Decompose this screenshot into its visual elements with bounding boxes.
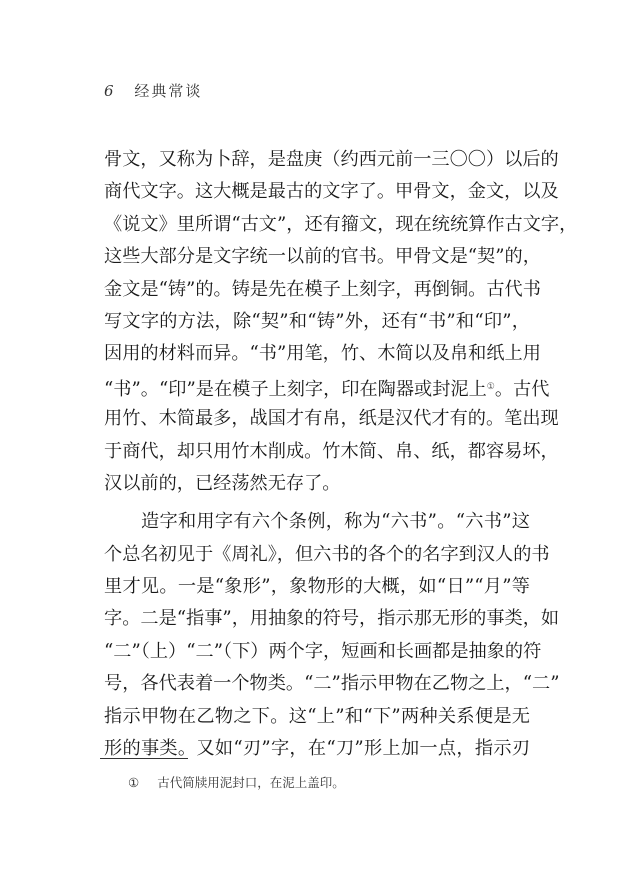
text-line: “二”（上）“二”（下）两个字，短画和长画都是抽象的符: [104, 640, 542, 662]
running-header: [104, 80, 202, 101]
text-line: 于商代，却只用竹木削成。竹木简、帛、纸，都容易坏，: [104, 440, 559, 462]
footnote-separator: [100, 758, 188, 759]
text-line: 汉以前的，已经荡然无存了。: [104, 472, 341, 494]
body-text: [104, 144, 578, 765]
footnote-reference[interactable]: ①: [486, 381, 495, 392]
text-line: 金文是“铸”的。铸是先在模子上刻字，再倒铜。古代书: [104, 278, 541, 300]
text-line: 用竹、木简最多，战国才有帛，纸是汉代才有的。笔出现: [104, 408, 559, 430]
text-line: 《说文》里所谓“古文”，还有籀文，现在统统算作古文字，: [104, 213, 578, 235]
footnote-text: 古代简牍用泥封口，在泥上盖印。: [157, 775, 345, 790]
text-line: 里才见。一是“象形”，象物形的大概，如“日”“月”等: [104, 576, 530, 598]
text-line: 形的事类。又如“刃”字，在“刀”形上加一点，指示刃: [104, 738, 530, 760]
text-line: 写文字的方法，除“契”和“铸”外，还有“书”和“印”，: [104, 310, 530, 332]
text-line: 因用的材料而异。“书”用笔，竹、木简以及帛和纸上用: [104, 343, 541, 365]
text-line: 指示甲物在乙物之下。这“上”和“下”两种关系便是无: [104, 705, 530, 727]
text-line: 字。二是“指事”，用抽象的符号，指示那无形的事类，如: [104, 608, 560, 630]
text-line: 商代文字。这大概是最古的文字了。甲骨文，金文，以及: [104, 181, 559, 203]
page-number: 6: [104, 82, 116, 100]
paragraph-1: [104, 144, 578, 500]
text-line-with-note: [104, 371, 550, 403]
footnote: [128, 773, 345, 791]
text-line: 这些大部分是文字统一以前的官书。甲骨文是“契”的，: [104, 246, 541, 268]
text-line: 骨文，又称为卜辞，是盘庚（约西元前一三〇〇）以后的: [104, 149, 559, 170]
text-line: 造字和用字有六个条例，称为“六书”。“六书”这: [141, 511, 530, 533]
text-segment: “书”。“印”是在模子上刻字，印在陶器或封泥上: [104, 378, 487, 400]
text-segment: 。古代: [494, 378, 550, 400]
text-line: 号，各代表着一个物类。“二”指示甲物在乙物之上，“二”: [104, 673, 560, 695]
paragraph-2: [104, 506, 560, 765]
book-title: 经典常谈: [134, 82, 203, 100]
text-line: 个总名初见于《周礼》，但六书的各个的名字到汉人的书: [104, 543, 550, 565]
footnote-marker: ①: [128, 775, 140, 790]
